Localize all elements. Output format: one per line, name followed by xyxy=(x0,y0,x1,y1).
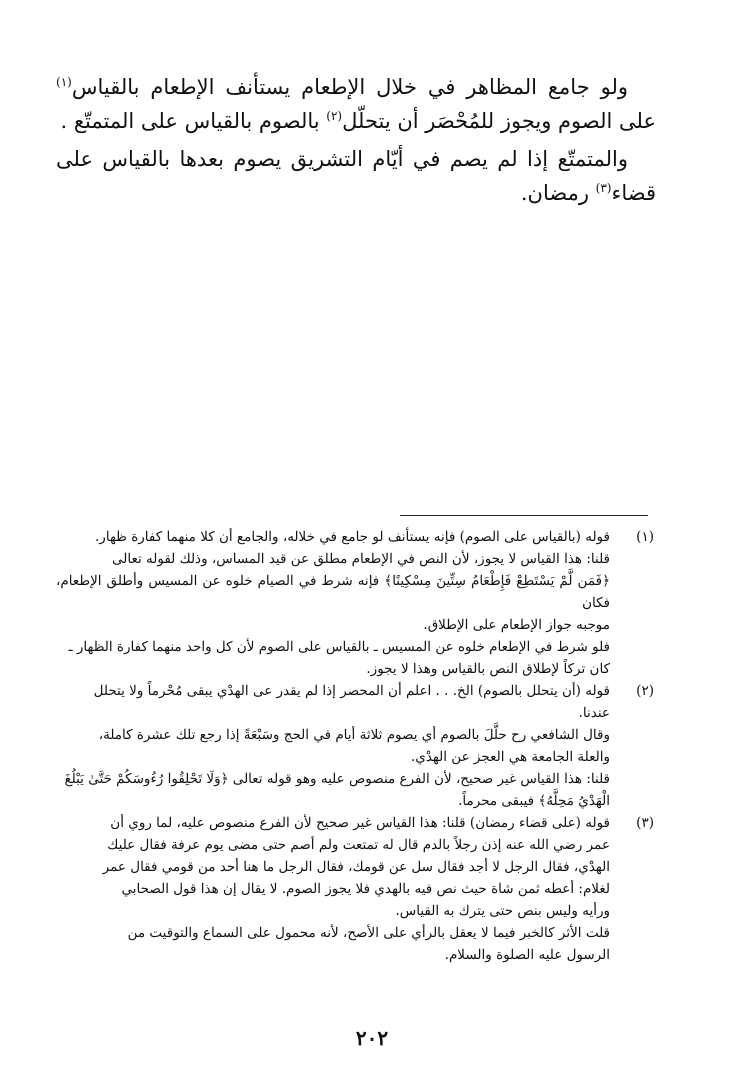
footnote-body xyxy=(56,526,610,680)
footnote-number: (٣) xyxy=(636,815,654,831)
footnote-line: فلو شرط في الإطعام خلوه عن المسيس ـ بالقياس على الصوم لأن كل واحد منهما كفارة الظهار ـ xyxy=(68,639,610,655)
paragraph-text: على الصوم ويجوز للمُحْصَر أن يتحلّل xyxy=(342,109,656,133)
paragraph-text: ولو جامع المظاهر في خلال الإطعام يستأنف الإطعام بالقياس xyxy=(71,75,628,99)
footnote-line: موجبه جواز الإطعام على الإطلاق. xyxy=(423,617,610,633)
paragraph-text: والمتمتّع إذا لم يصم في أيّام التشريق يصوم بعدها بالقياس على قضاء xyxy=(56,147,656,205)
footnote-line: قوله (على قضاء رمضان) قلنا: هذا القياس غير صحيح لأن الفرع منصوص عليه، لما روي أن xyxy=(110,815,610,831)
main-paragraph-2 xyxy=(56,142,656,210)
footnote-line: قلت الأثر كالخبر فيما لا يعقل بالرأي على الأصح، لأنه محمول على السماع والتوقيت من xyxy=(127,925,610,941)
footnote-line: عندنا. xyxy=(578,705,610,721)
footnote-line: عمر رضي الله عنه إذن رجلاً بالدم قال له تمتعت ولم أصم حتى مضى يوم عرفة فقال عليك xyxy=(107,837,610,853)
footnote-1 xyxy=(56,526,654,680)
footnote-2 xyxy=(56,680,654,812)
footnote-line: الهدْي، فقال الرجل لا أجد فقال سل عن قومك، فقال الرجل ما هنا أحد من قومي فقال عمر xyxy=(102,859,610,875)
footnote-line: والعلة الجامعة هي العجز عن الهدْي. xyxy=(410,749,610,765)
footnote-line: قوله (بالقياس على الصوم) فإنه يستأنف لو جامع في خلاله، والجامع أن كلا منهما كفارة ظهار. xyxy=(95,529,610,545)
footnote-line: كان تركاً لإطلاق النص بالقياس وهذا لا يجوز. xyxy=(366,661,610,677)
footnote-number: (١) xyxy=(636,529,654,545)
footnote-marker-1: (١) xyxy=(56,75,72,89)
footnote-separator xyxy=(400,515,648,516)
main-text xyxy=(56,70,656,214)
footnote-3 xyxy=(56,812,654,966)
footnote-number: (٢) xyxy=(636,683,654,699)
footnote-body xyxy=(56,680,610,812)
footnote-marker-2: (٢) xyxy=(326,109,343,123)
footnote-line: قلنا: هذا القياس غير صحيح، لأن الفرع منصوص عليه وهو قوله تعالى ﴿وَلَا تَحْلِقُوا رُءُوسَكُمْ حَتَّىٰ يَبْلُغَ xyxy=(64,771,610,787)
paragraph-text: بالصوم بالقياس على المتمتّع . xyxy=(60,109,327,133)
footnote-line: ﴿فَمَن لَّمْ يَسْتَطِعْ فَإِطْعَامُ سِتِّينَ مِسْكِينًا﴾ فإنه شرط في الصيام خلوه عن المسيس وأطلق الإطعام، فكان xyxy=(56,573,610,611)
footnote-line: وقال الشافعي رح حلَّلَ بالصوم أي يصوم ثلاثة أيام في الحج وسَبْعَةً إذا رجع تلك عشرة كاملة، xyxy=(98,727,610,743)
footnote-body xyxy=(56,812,610,966)
main-paragraph-1 xyxy=(56,70,656,138)
footnote-line: ورأيه وليس بنص حتى يترك به القياس. xyxy=(395,903,610,919)
footnote-line: قوله (أن يتحلل بالصوم) الخ. . . اعلم أن المحصر إذا لم يقدر عى الهدْي يبقى مُحْرماً ولا يتحلل xyxy=(93,683,610,699)
footnote-line: لغلام: أعطه ثمن شاة حيث نص فيه بالهدي فلا يجوز الصوم. لا يقال إن هذا قول الصحابي xyxy=(121,881,610,897)
paragraph-text: رمضان. xyxy=(520,181,596,205)
footnote-marker-3: (٣) xyxy=(595,181,612,195)
footnote-line: قلنا: هذا القياس لا يجوز، لأن النص في الإطعام مطلق عن قيد المساس، وذلك لقوله تعالى xyxy=(111,551,610,567)
footnote-line: الرسول عليه الصلوة والسلام. xyxy=(444,947,610,963)
footnote-line: الْهَدْيُ مَحِلَّهُ﴾ فيبقى محرماً. xyxy=(458,793,610,809)
page-number: ٢٠٢ xyxy=(355,1026,389,1050)
footnotes xyxy=(56,526,654,966)
